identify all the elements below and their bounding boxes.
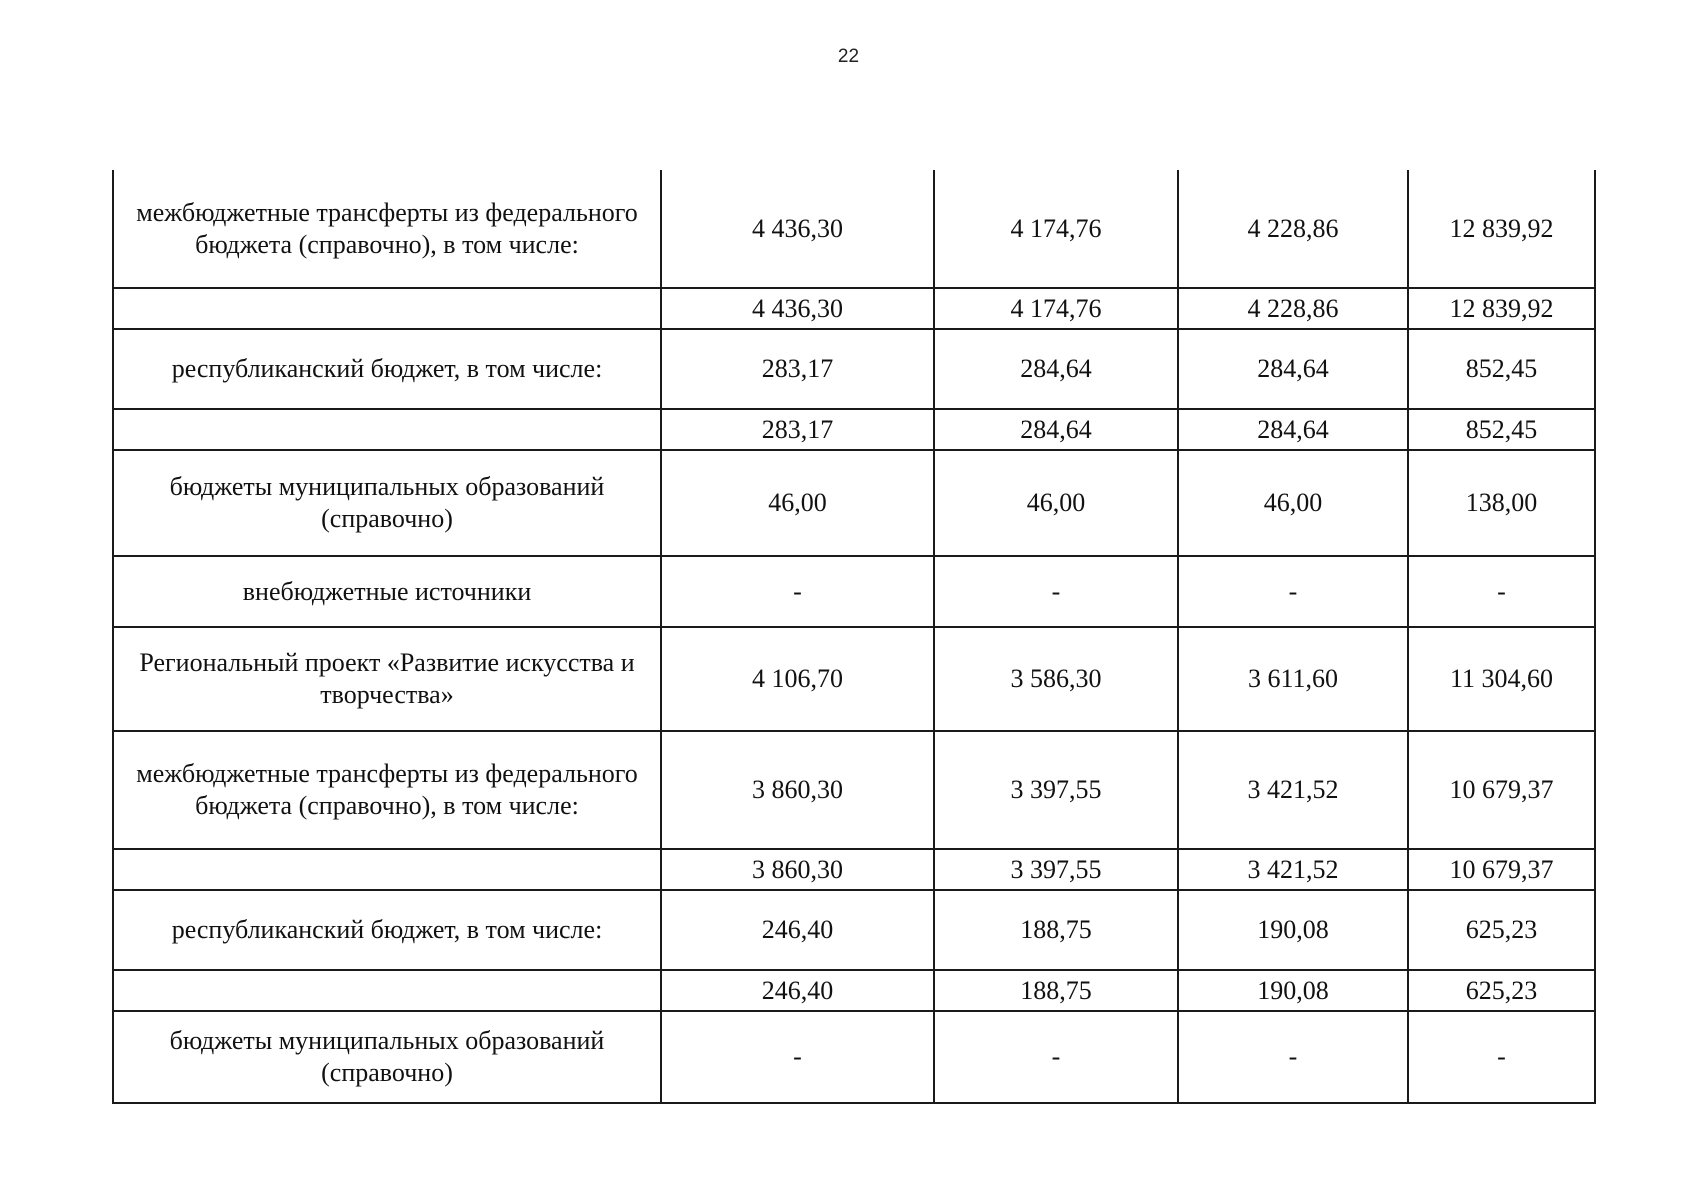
total-cell: 852,45 [1408, 329, 1595, 409]
table-row [113, 731, 1595, 849]
row-label: межбюджетные трансферты из федерального бюджета (справочно), в том числе: [113, 731, 661, 849]
value-cell: 284,64 [1178, 409, 1408, 450]
table-row [113, 170, 1595, 288]
value-cell: 3 397,55 [934, 731, 1178, 849]
table-row [113, 890, 1595, 970]
value-cell: - [934, 556, 1178, 627]
total-cell: 10 679,37 [1408, 731, 1595, 849]
row-label: республиканский бюджет, в том числе: [113, 329, 661, 409]
value-cell: - [1178, 556, 1408, 627]
value-cell: 190,08 [1178, 890, 1408, 970]
value-cell: 4 228,86 [1178, 170, 1408, 288]
table-row [113, 329, 1595, 409]
value-cell: 46,00 [1178, 450, 1408, 556]
row-label: межбюджетные трансферты из федерального бюджета (справочно), в том числе: [113, 170, 661, 288]
total-cell: 138,00 [1408, 450, 1595, 556]
total-cell: 12 839,92 [1408, 170, 1595, 288]
table-row [113, 409, 1595, 450]
value-cell: 190,08 [1178, 970, 1408, 1011]
value-cell: 4 106,70 [661, 627, 934, 731]
value-cell: 246,40 [661, 890, 934, 970]
table-row [113, 288, 1595, 329]
value-cell: 3 421,52 [1178, 849, 1408, 890]
value-cell: 4 174,76 [934, 288, 1178, 329]
value-cell: - [1178, 1011, 1408, 1103]
value-cell: 4 436,30 [661, 288, 934, 329]
total-cell: 852,45 [1408, 409, 1595, 450]
table-row [113, 970, 1595, 1011]
total-cell: - [1408, 556, 1595, 627]
row-label [113, 288, 661, 329]
row-label: бюджеты муниципальных образований (справочно) [113, 450, 661, 556]
total-cell: 10 679,37 [1408, 849, 1595, 890]
value-cell: 284,64 [934, 409, 1178, 450]
value-cell: 3 611,60 [1178, 627, 1408, 731]
table-row [113, 627, 1595, 731]
value-cell: 246,40 [661, 970, 934, 1011]
row-label: республиканский бюджет, в том числе: [113, 890, 661, 970]
row-label: бюджеты муниципальных образований (справочно) [113, 1011, 661, 1103]
value-cell: - [661, 1011, 934, 1103]
table-row [113, 556, 1595, 627]
value-cell: 4 228,86 [1178, 288, 1408, 329]
value-cell: 3 586,30 [934, 627, 1178, 731]
total-cell: 625,23 [1408, 970, 1595, 1011]
value-cell: 283,17 [661, 409, 934, 450]
value-cell: 46,00 [934, 450, 1178, 556]
value-cell: 3 421,52 [1178, 731, 1408, 849]
row-label: внебюджетные источники [113, 556, 661, 627]
table-row [113, 450, 1595, 556]
value-cell: 4 174,76 [934, 170, 1178, 288]
table-row [113, 1011, 1595, 1103]
row-label [113, 409, 661, 450]
row-label [113, 970, 661, 1011]
value-cell: 3 860,30 [661, 849, 934, 890]
page-number: 22 [837, 46, 860, 67]
table-row [113, 849, 1595, 890]
total-cell: 12 839,92 [1408, 288, 1595, 329]
row-label [113, 849, 661, 890]
value-cell: 188,75 [934, 890, 1178, 970]
value-cell: 4 436,30 [661, 170, 934, 288]
value-cell: 3 397,55 [934, 849, 1178, 890]
value-cell: 283,17 [661, 329, 934, 409]
value-cell: 46,00 [661, 450, 934, 556]
value-cell: 284,64 [934, 329, 1178, 409]
value-cell: - [661, 556, 934, 627]
total-cell: - [1408, 1011, 1595, 1103]
total-cell: 625,23 [1408, 890, 1595, 970]
value-cell: 284,64 [1178, 329, 1408, 409]
total-cell: 11 304,60 [1408, 627, 1595, 731]
value-cell: 188,75 [934, 970, 1178, 1011]
budget-table [112, 170, 1596, 1104]
value-cell: 3 860,30 [661, 731, 934, 849]
row-label: Региональный проект «Развитие искусства и творчества» [113, 627, 661, 731]
value-cell: - [934, 1011, 1178, 1103]
